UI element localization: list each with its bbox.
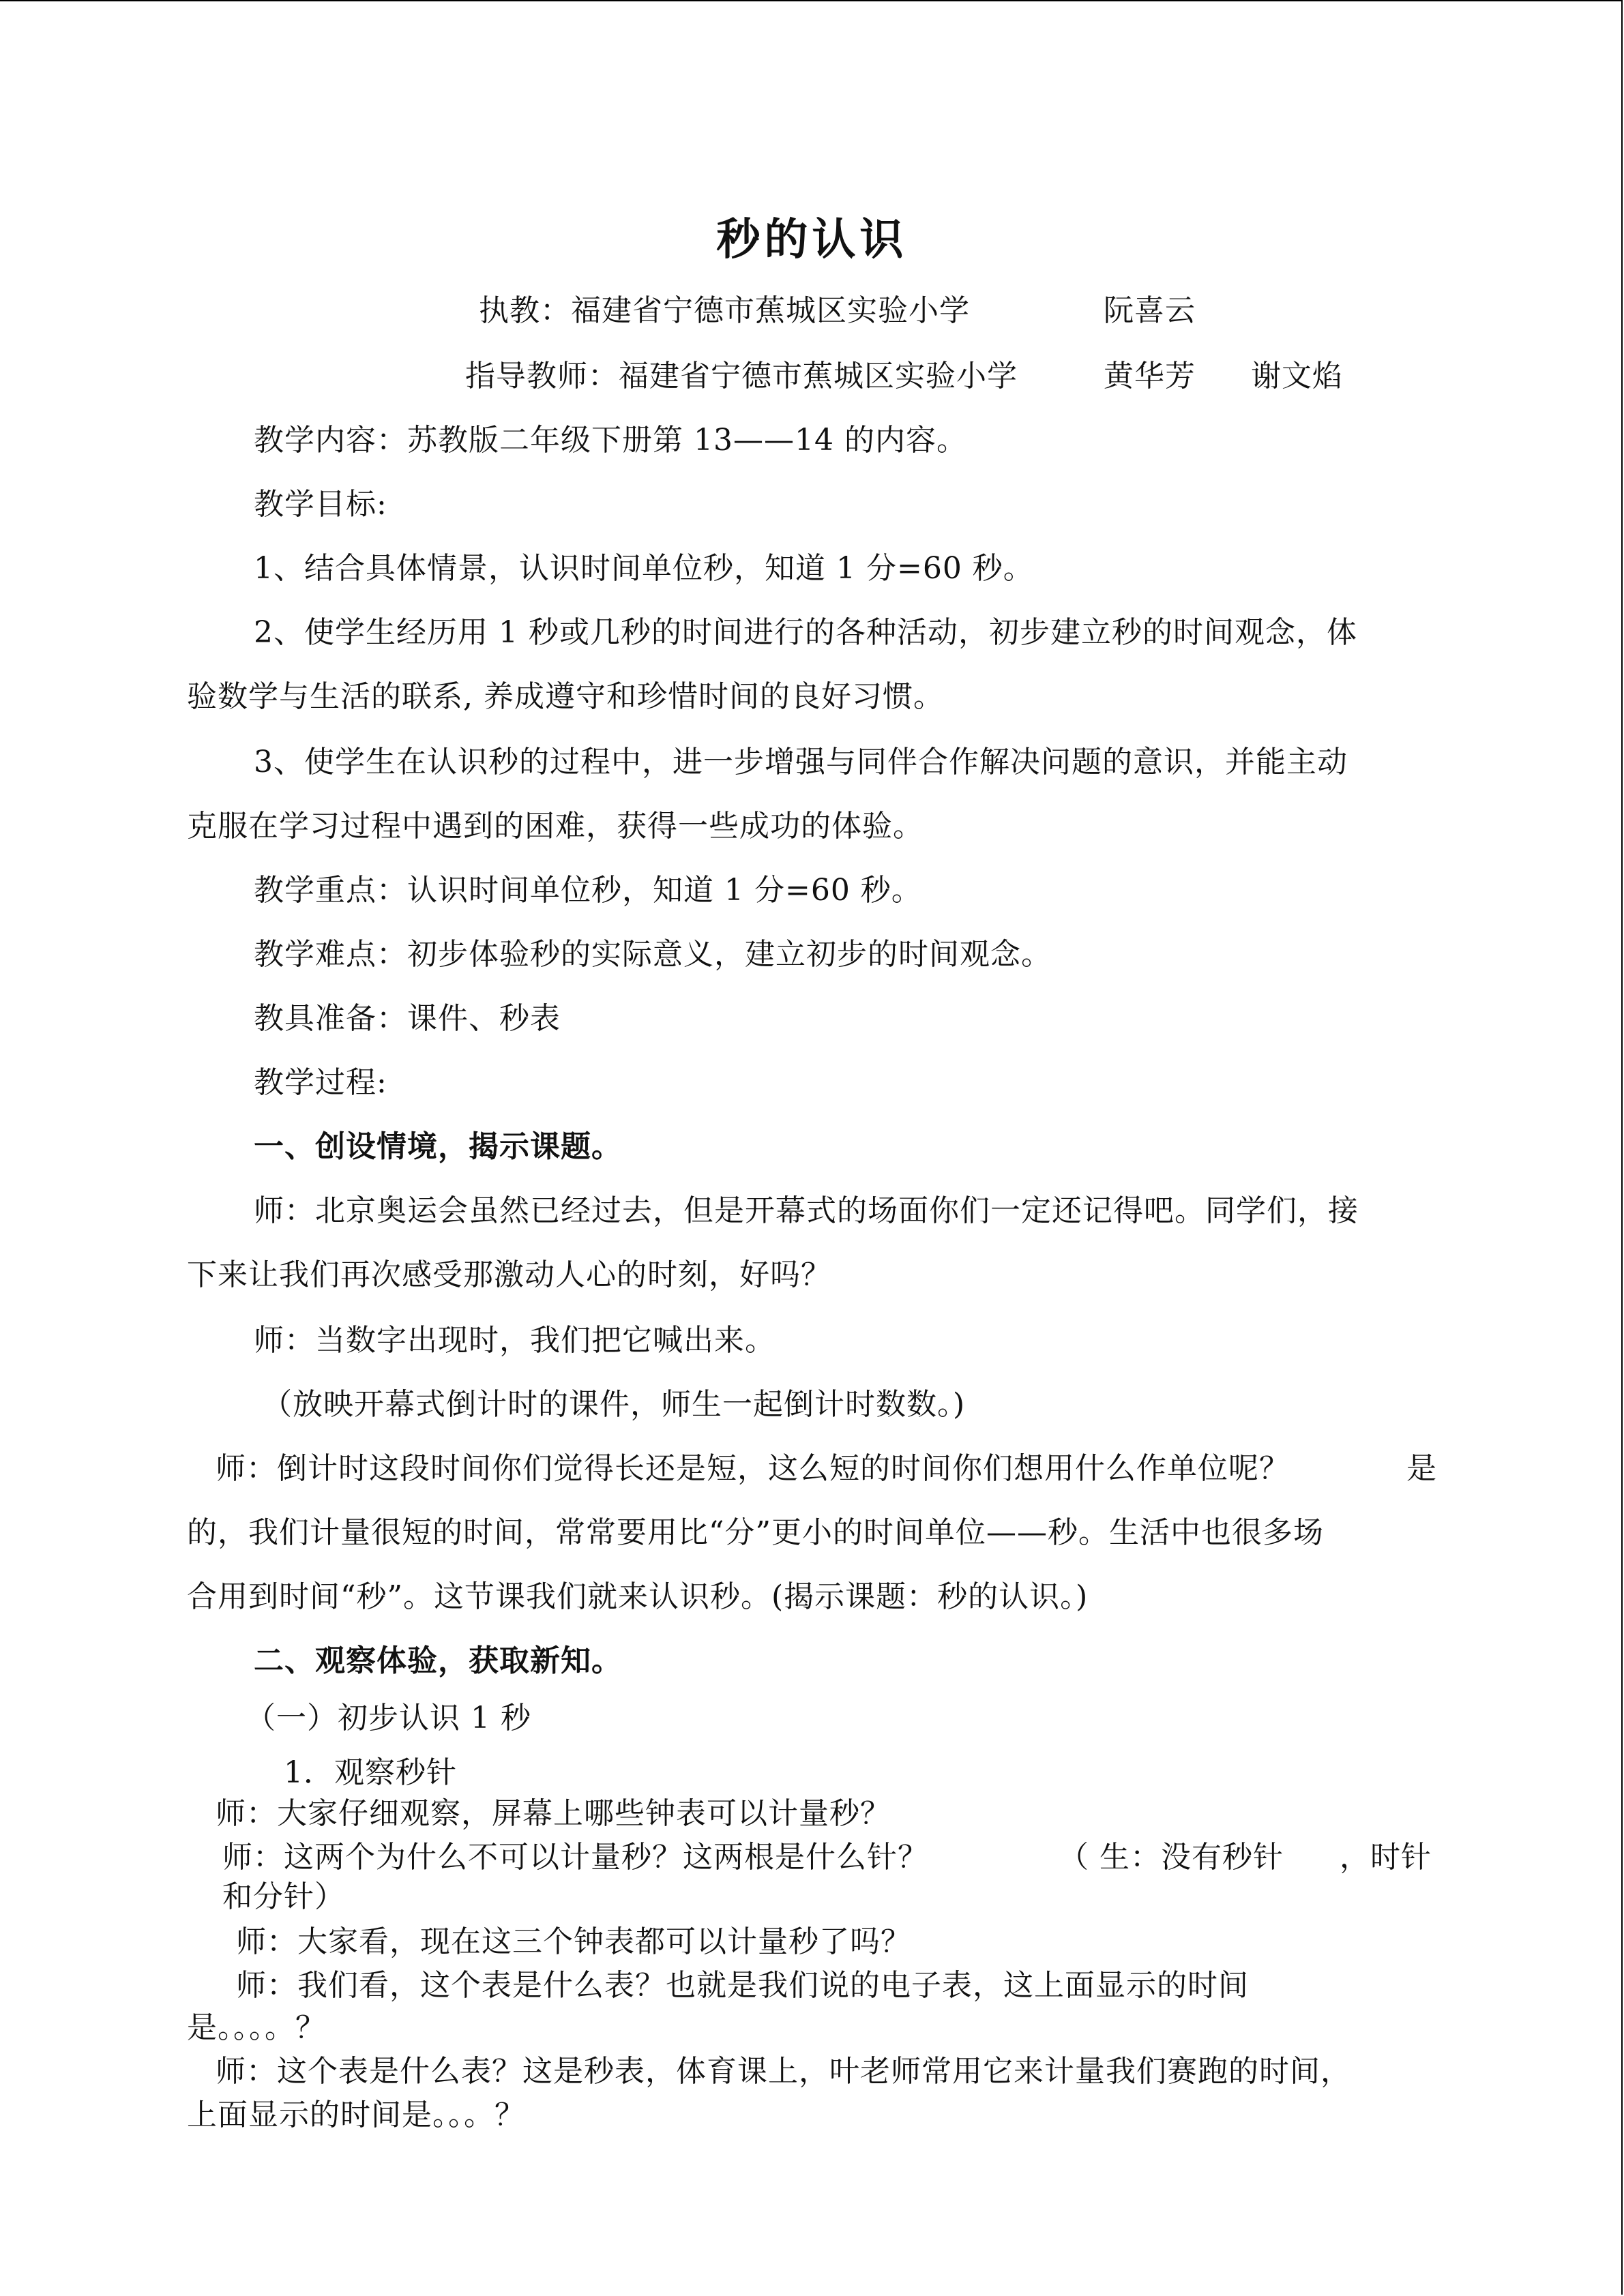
dialogue-4-line-2: 是。。。。？ (187, 2010, 326, 2045)
dialogue-5-line-1: 师：这个表是什么表？这是秒表，体育课上，叶老师常用它来计量我们赛跑的时间， (216, 2054, 1351, 2089)
goals-heading: 教学目标: (254, 487, 387, 522)
document-title: 秒的认识 (716, 214, 908, 265)
advisor-name-1: 黄华芳 (1104, 359, 1196, 393)
advisor-name-2: 谢文焰 (1251, 359, 1343, 393)
subsection-1-1: 1．观察秒针 (284, 1755, 457, 1790)
teacher-name: 阮喜云 (1104, 293, 1196, 328)
section-2-heading: 二、观察体验，获取新知。 (254, 1643, 622, 1678)
section-1-paragraph-3: （放映开幕式倒计时的课件，师生一起倒计时数数。) (262, 1387, 966, 1422)
process-heading: 教学过程: (254, 1065, 387, 1100)
section-1-paragraph-4-line-1-end: 是 (1406, 1451, 1437, 1486)
section-1-paragraph-1-line-2: 下来让我们再次感受那激动人心的时刻，好吗？ (187, 1257, 831, 1292)
subsection-1: （一）初步认识 1 秒 (246, 1701, 531, 1735)
dialogue-3: 师：大家看，现在这三个钟表都可以计量秒了吗？ (236, 1924, 911, 1959)
difficulty: 教学难点：初步体验秒的实际意义，建立初步的时间观念。 (254, 937, 1052, 972)
dialogue-1: 师：大家仔细观察，屏幕上哪些钟表可以计量秒？ (216, 1796, 891, 1831)
materials: 教具准备：课件、秒表 (254, 1001, 561, 1036)
dialogue-2-student-answer: （ 生：没有秒针 (1059, 1840, 1284, 1875)
teacher-label: 执教：福建省宁德市蕉城区实验小学 (479, 293, 970, 328)
goal-1: 1、结合具体情景，认识时间单位秒，知道 1 分=60 秒。 (254, 551, 1034, 586)
section-1-paragraph-4-line-1: 师：倒计时这段时间你们觉得长还是短，这么短的时间你们想用什么作单位呢？ (216, 1451, 1290, 1486)
dialogue-2-line-2: 和分针） (222, 1879, 345, 1914)
section-1-heading: 一、创设情境，揭示课题。 (254, 1129, 622, 1164)
advisor-label: 指导教师：福建省宁德市蕉城区实验小学 (465, 359, 1018, 393)
section-1-paragraph-4-line-3: 合用到时间“秒”。这节课我们就来认识秒。(揭示课题：秒的认识。) (187, 1579, 1089, 1614)
goal-3-line-2: 克服在学习过程中遇到的困难，获得一些成功的体验。 (187, 809, 924, 844)
dialogue-2-student-answer-cont: ，时针 (1340, 1840, 1432, 1875)
section-1-paragraph-1-line-1: 师：北京奥运会虽然已经过去，但是开幕式的场面你们一定还记得吧。同学们，接 (254, 1193, 1359, 1228)
dialogue-2: 师：这两个为什么不可以计量秒？这两根是什么针？ (222, 1840, 928, 1875)
teaching-content: 教学内容：苏教版二年级下册第 13——14 的内容。 (254, 423, 967, 458)
goal-3-line-1: 3、使学生在认识秒的过程中，进一步增强与同伴合作解决问题的意识，并能主动 (254, 745, 1348, 779)
dialogue-4-line-1: 师：我们看，这个表是什么表？也就是我们说的电子表，这上面显示的时间 (236, 1968, 1249, 2003)
key-point: 教学重点：认识时间单位秒，知道 1 分=60 秒。 (254, 873, 922, 908)
section-1-paragraph-2: 师：当数字出现时，我们把它喊出来。 (254, 1323, 776, 1358)
goal-2-line-1: 2、使学生经历用 1 秒或几秒的时间进行的各种活动，初步建立秒的时间观念，体 (254, 615, 1357, 650)
section-1-paragraph-4-line-2: 的，我们计量很短的时间，常常要用比“分”更小的时间单位——秒。生活中也很多场 (187, 1515, 1324, 1550)
goal-2-line-2: 验数学与生活的联系, 养成遵守和珍惜时间的良好习惯。 (187, 679, 944, 714)
dialogue-5-line-2: 上面显示的时间是。。。？ (187, 2098, 525, 2132)
